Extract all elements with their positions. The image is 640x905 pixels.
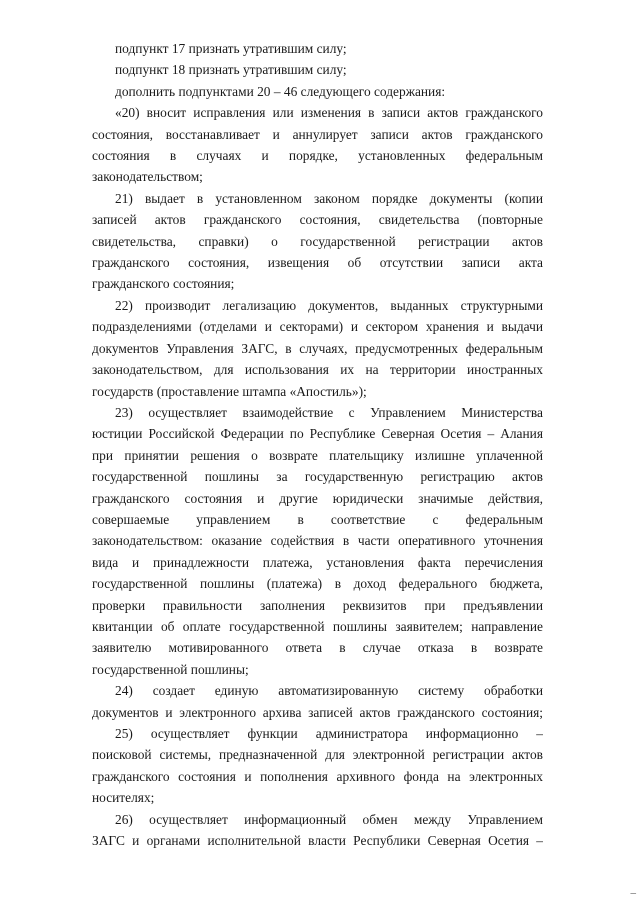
- text-line: свидетельства, справки) о государственной регистрации актов: [92, 233, 543, 249]
- text-line: 23) осуществляет взаимодействие с Управлением Министерства: [115, 404, 543, 420]
- text-line: законодательством, для использования их на территории иностранных: [92, 362, 543, 378]
- document-body: [92, 38, 543, 851]
- text-line: 26) осуществляет информационный обмен между Управлением: [115, 811, 543, 827]
- text-line: «20) вносит исправления или изменения в записи актов гражданского: [115, 105, 543, 121]
- text-line: государственной пошлины за государственную регистрацию актов: [92, 469, 543, 485]
- text-line: 22) производит легализацию документов, выданных структурными: [115, 297, 543, 313]
- text-line: 21) выдает в установленном законом порядке документы (копии: [115, 190, 543, 206]
- text-line: ЗАГС и органами исполнительной власти Республики Северная Осетия –: [92, 833, 543, 849]
- text-line: гражданского состояния, извещения об отсутствии записи акта: [92, 255, 543, 271]
- text-line: 25) осуществляет функции администратора информационно –: [115, 726, 543, 741]
- text-line: подпункт 18 признать утратившим силу;: [115, 62, 347, 78]
- text-line: гражданского состояния и пополнения архивного фонда на электронных: [92, 768, 543, 784]
- margin-mark: _: [630, 883, 636, 895]
- text-line: дополнить подпунктами 20 – 46 следующего содержания:: [115, 83, 446, 99]
- text-line: записей актов гражданского состояния, свидетельства (повторные: [92, 212, 543, 228]
- text-line: состояния, восстанавливает и аннулирует записи актов гражданского: [92, 126, 543, 142]
- text-line: гражданского состояния и другие юридически значимые действия,: [92, 490, 543, 506]
- text-line: при принятии решения о возврате плательщику излишне уплаченной: [92, 447, 543, 463]
- text-line: государств (проставление штампа «Апостиль»);: [92, 383, 367, 399]
- text-line: подпункт 17 признать утратившим силу;: [115, 41, 347, 56]
- text-line: государственной пошлины (платежа) в доход федерального бюджета,: [92, 576, 543, 592]
- text-line: поисковой системы, предназначенной для электронной регистрации актов: [92, 747, 543, 763]
- text-line: состояния в случаях и порядке, установленных федеральным: [92, 148, 543, 164]
- text-line: совершаемые управлением в соответствие с федеральным: [92, 511, 543, 527]
- text-line: законодательством;: [92, 169, 203, 185]
- text-line: юстиции Российской Федерации по Республике Северная Осетия – Алания: [92, 426, 543, 442]
- text-line: подразделениями (отделами и секторами) и сектором хранения и выдачи: [92, 319, 543, 335]
- text-line: государственной пошлины;: [92, 661, 249, 677]
- text-line: документов и электронного архива записей актов гражданского состояния;: [92, 704, 543, 720]
- text-line: проверки правильности заполнения реквизитов при предъявлении: [92, 597, 543, 613]
- text-line: 24) создает единую автоматизированную систему обработки: [115, 683, 543, 699]
- text-line: документов Управления ЗАГС, в случаях, предусмотренных федеральным: [92, 340, 543, 356]
- text-line: вида и принадлежности платежа, установления факта перечисления: [92, 554, 543, 570]
- text-line: носителях;: [92, 790, 155, 806]
- text-line: гражданского состояния;: [92, 276, 235, 292]
- text-line: законодательством: оказание содействия в части оперативного уточнения: [92, 533, 543, 549]
- text-line: заявителю мотивированного ответа в случае отказа в возврате: [92, 640, 543, 656]
- text-line: квитанции об оплате государственной пошлины заявителем; направление: [92, 618, 543, 634]
